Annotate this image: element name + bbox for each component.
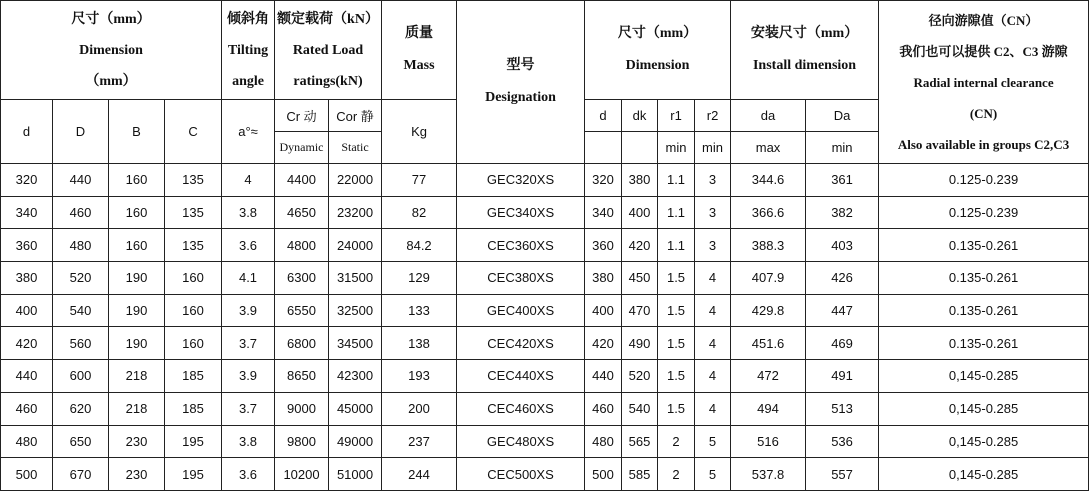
table-row — [1, 164, 1089, 197]
col-dk: dk — [622, 100, 658, 132]
tilt-cn: 倾斜角 — [227, 11, 270, 27]
cell-d2: 460 — [585, 392, 622, 425]
cell-cr: 10200 — [275, 458, 329, 491]
cell-angle: 4.1 — [222, 262, 275, 295]
cell-cor: 42300 — [329, 360, 382, 393]
cell-d2: 500 — [585, 458, 622, 491]
table-row — [1, 262, 1089, 295]
clear-en3: Also available in groups C2,C3 — [897, 136, 1070, 152]
cell-da: 494 — [731, 392, 806, 425]
cell-r1: 2 — [658, 458, 695, 491]
cell-r1: 1.1 — [658, 229, 695, 262]
table-row — [1, 229, 1089, 262]
cell-dk: 520 — [622, 360, 658, 393]
cell-r2: 4 — [695, 392, 731, 425]
cell-Da: 403 — [806, 229, 879, 262]
cell-B: 230 — [109, 425, 165, 458]
cell-clearance: 0.135-0.261 — [879, 229, 1089, 262]
cell-mass: 82 — [382, 196, 457, 229]
cell-angle: 3.8 — [222, 196, 275, 229]
cell-C: 160 — [165, 327, 222, 360]
load-en2: ratings(kN) — [293, 73, 363, 89]
cell-r1: 1.1 — [658, 164, 695, 197]
col-D: D — [53, 100, 109, 164]
cell-r1: 1.1 — [658, 196, 695, 229]
cell-C: 160 — [165, 294, 222, 327]
cell-D: 540 — [53, 294, 109, 327]
col-r1-min: min — [658, 132, 695, 164]
cell-C: 135 — [165, 196, 222, 229]
cell-clearance: 0.125-0.239 — [879, 196, 1089, 229]
cell-D: 440 — [53, 164, 109, 197]
cell-d2: 340 — [585, 196, 622, 229]
cell-clearance: 0,145-0.285 — [879, 458, 1089, 491]
cell-cr: 8650 — [275, 360, 329, 393]
cell-mass: 200 — [382, 392, 457, 425]
cell-mass: 77 — [382, 164, 457, 197]
load-cn: 额定载荷（kN） — [277, 11, 379, 27]
cell-designation: GEC480XS — [457, 425, 585, 458]
table-row — [1, 196, 1089, 229]
cell-Da: 513 — [806, 392, 879, 425]
cell-D: 480 — [53, 229, 109, 262]
cell-D: 650 — [53, 425, 109, 458]
table-row — [1, 294, 1089, 327]
cell-angle: 3.6 — [222, 229, 275, 262]
cell-d: 380 — [1, 262, 53, 295]
cell-cor: 23200 — [329, 196, 382, 229]
cell-clearance: 0.135-0.261 — [879, 294, 1089, 327]
cell-dk: 400 — [622, 196, 658, 229]
table-row — [1, 458, 1089, 491]
dimension-header — [1, 1, 222, 100]
col-da: da — [731, 100, 806, 132]
dimension-unit: （mm） — [85, 73, 137, 89]
cell-clearance: 0,145-0.285 — [879, 360, 1089, 393]
cell-D: 520 — [53, 262, 109, 295]
cell-cr: 9000 — [275, 392, 329, 425]
cell-r1: 1.5 — [658, 262, 695, 295]
cell-designation: GEC320XS — [457, 164, 585, 197]
col-cor: Cor 静 — [329, 100, 382, 132]
cell-D: 560 — [53, 327, 109, 360]
cell-C: 135 — [165, 164, 222, 197]
cell-dk: 470 — [622, 294, 658, 327]
tilt-en2: angle — [232, 73, 264, 89]
cell-clearance: 0.135-0.261 — [879, 262, 1089, 295]
col-dk-blank — [622, 132, 658, 164]
clear-cn2: 我们也可以提供 C2、C3 游隙 — [899, 43, 1068, 59]
cell-D: 460 — [53, 196, 109, 229]
cell-r2: 3 — [695, 229, 731, 262]
mass-header — [382, 1, 457, 100]
cell-da: 472 — [731, 360, 806, 393]
cell-da: 366.6 — [731, 196, 806, 229]
col-dynamic: Dynamic — [275, 132, 329, 164]
cell-dk: 585 — [622, 458, 658, 491]
cell-d: 440 — [1, 360, 53, 393]
install-cn: 安装尺寸（mm） — [750, 26, 859, 41]
install-header — [731, 1, 879, 100]
dim2-header — [585, 1, 731, 100]
clear-cn1: 径向游隙值（CN） — [928, 12, 1039, 28]
col-B: B — [109, 100, 165, 164]
cell-C: 195 — [165, 458, 222, 491]
cell-d: 460 — [1, 392, 53, 425]
cell-cr: 4800 — [275, 229, 329, 262]
col-r2-min: min — [695, 132, 731, 164]
cell-d2: 400 — [585, 294, 622, 327]
cell-Da: 426 — [806, 262, 879, 295]
cell-clearance: 0.125-0.239 — [879, 164, 1089, 197]
cell-da: 429.8 — [731, 294, 806, 327]
designation-cn: 型号 — [506, 58, 535, 73]
cell-cr: 4650 — [275, 196, 329, 229]
clear-en2: (CN) — [969, 105, 998, 121]
col-r2: r2 — [695, 100, 731, 132]
table-body — [1, 164, 1089, 491]
cell-designation: CEC360XS — [457, 229, 585, 262]
col-C: C — [165, 100, 222, 164]
col-Da-min: min — [806, 132, 879, 164]
cell-designation: CEC460XS — [457, 392, 585, 425]
cell-dk: 540 — [622, 392, 658, 425]
mass-en: Mass — [403, 58, 435, 73]
cell-Da: 557 — [806, 458, 879, 491]
cell-designation: CEC440XS — [457, 360, 585, 393]
cell-mass: 84.2 — [382, 229, 457, 262]
tilt-header — [222, 1, 275, 100]
cell-angle: 4 — [222, 164, 275, 197]
table-row — [1, 392, 1089, 425]
col-angle: a°≈ — [222, 100, 275, 164]
cell-B: 218 — [109, 360, 165, 393]
cell-d: 500 — [1, 458, 53, 491]
cell-cor: 34500 — [329, 327, 382, 360]
cell-designation: CEC500XS — [457, 458, 585, 491]
cell-C: 185 — [165, 392, 222, 425]
cell-da: 407.9 — [731, 262, 806, 295]
cell-angle: 3.9 — [222, 294, 275, 327]
cell-angle: 3.7 — [222, 327, 275, 360]
cell-Da: 536 — [806, 425, 879, 458]
cell-cor: 45000 — [329, 392, 382, 425]
cell-r1: 1.5 — [658, 327, 695, 360]
cell-r2: 4 — [695, 327, 731, 360]
cell-designation: CEC380XS — [457, 262, 585, 295]
clearance-header — [879, 1, 1089, 164]
cell-r1: 1.5 — [658, 392, 695, 425]
cell-d2: 480 — [585, 425, 622, 458]
cell-angle: 3.7 — [222, 392, 275, 425]
table-row — [1, 425, 1089, 458]
cell-designation: GEC340XS — [457, 196, 585, 229]
load-en1: Rated Load — [292, 42, 364, 58]
cell-Da: 469 — [806, 327, 879, 360]
cell-cor: 51000 — [329, 458, 382, 491]
cell-cr: 4400 — [275, 164, 329, 197]
dimension-cn: 尺寸（mm） — [71, 11, 151, 27]
cell-clearance: 0,145-0.285 — [879, 392, 1089, 425]
cell-cor: 22000 — [329, 164, 382, 197]
cell-mass: 129 — [382, 262, 457, 295]
install-en: Install dimension — [752, 58, 857, 73]
cell-r2: 4 — [695, 360, 731, 393]
cell-mass: 193 — [382, 360, 457, 393]
cell-designation: CEC420XS — [457, 327, 585, 360]
cell-dk: 490 — [622, 327, 658, 360]
cell-Da: 361 — [806, 164, 879, 197]
cell-d: 320 — [1, 164, 53, 197]
cell-mass: 237 — [382, 425, 457, 458]
cell-D: 670 — [53, 458, 109, 491]
cell-r1: 1.5 — [658, 360, 695, 393]
cell-angle: 3.9 — [222, 360, 275, 393]
cell-d2: 320 — [585, 164, 622, 197]
cell-d2: 380 — [585, 262, 622, 295]
cell-d: 480 — [1, 425, 53, 458]
cell-r2: 3 — [695, 164, 731, 197]
col-da-max: max — [731, 132, 806, 164]
cell-d2: 360 — [585, 229, 622, 262]
cell-r2: 5 — [695, 458, 731, 491]
load-header — [275, 1, 382, 100]
dim2-cn: 尺寸（mm） — [617, 26, 698, 41]
cell-B: 160 — [109, 196, 165, 229]
cell-designation: GEC400XS — [457, 294, 585, 327]
cell-d: 340 — [1, 196, 53, 229]
cell-mass: 244 — [382, 458, 457, 491]
col-d2: d — [585, 100, 622, 132]
cell-B: 190 — [109, 327, 165, 360]
col-d2-blank — [585, 132, 622, 164]
cell-Da: 382 — [806, 196, 879, 229]
cell-C: 185 — [165, 360, 222, 393]
col-kg: Kg — [382, 100, 457, 164]
dim2-en: Dimension — [625, 58, 690, 73]
cell-angle: 3.6 — [222, 458, 275, 491]
col-cr: Cr 动 — [275, 100, 329, 132]
cell-cr: 9800 — [275, 425, 329, 458]
cell-B: 190 — [109, 262, 165, 295]
cell-da: 451.6 — [731, 327, 806, 360]
table-row — [1, 360, 1089, 393]
cell-cr: 6550 — [275, 294, 329, 327]
cell-da: 388.3 — [731, 229, 806, 262]
designation-header — [457, 1, 585, 164]
cell-dk: 420 — [622, 229, 658, 262]
cell-cor: 24000 — [329, 229, 382, 262]
col-r1: r1 — [658, 100, 695, 132]
cell-d: 360 — [1, 229, 53, 262]
cell-r2: 4 — [695, 262, 731, 295]
cell-d2: 440 — [585, 360, 622, 393]
cell-d: 420 — [1, 327, 53, 360]
cell-C: 160 — [165, 262, 222, 295]
cell-mass: 138 — [382, 327, 457, 360]
cell-B: 230 — [109, 458, 165, 491]
cell-r1: 2 — [658, 425, 695, 458]
cell-dk: 450 — [622, 262, 658, 295]
cell-r2: 5 — [695, 425, 731, 458]
cell-cr: 6800 — [275, 327, 329, 360]
cell-B: 160 — [109, 229, 165, 262]
cell-C: 195 — [165, 425, 222, 458]
cell-angle: 3.8 — [222, 425, 275, 458]
cell-mass: 133 — [382, 294, 457, 327]
table-row — [1, 327, 1089, 360]
cell-da: 516 — [731, 425, 806, 458]
col-static: Static — [329, 132, 382, 164]
cell-clearance: 0.135-0.261 — [879, 327, 1089, 360]
col-Da: Da — [806, 100, 879, 132]
cell-cor: 49000 — [329, 425, 382, 458]
cell-da: 344.6 — [731, 164, 806, 197]
cell-da: 537.8 — [731, 458, 806, 491]
cell-B: 160 — [109, 164, 165, 197]
col-d: d — [1, 100, 53, 164]
cell-D: 620 — [53, 392, 109, 425]
cell-Da: 491 — [806, 360, 879, 393]
cell-d2: 420 — [585, 327, 622, 360]
cell-r1: 1.5 — [658, 294, 695, 327]
clear-en1: Radial internal clearance — [913, 74, 1054, 90]
cell-B: 190 — [109, 294, 165, 327]
cell-dk: 565 — [622, 425, 658, 458]
cell-D: 600 — [53, 360, 109, 393]
cell-Da: 447 — [806, 294, 879, 327]
cell-B: 218 — [109, 392, 165, 425]
cell-clearance: 0,145-0.285 — [879, 425, 1089, 458]
cell-cor: 32500 — [329, 294, 382, 327]
cell-r2: 3 — [695, 196, 731, 229]
cell-dk: 380 — [622, 164, 658, 197]
cell-cor: 31500 — [329, 262, 382, 295]
cell-d: 400 — [1, 294, 53, 327]
designation-en: Designation — [485, 90, 556, 105]
cell-r2: 4 — [695, 294, 731, 327]
cell-cr: 6300 — [275, 262, 329, 295]
mass-cn: 质量 — [405, 26, 434, 41]
tilt-en1: Tilting — [227, 42, 269, 58]
dimension-en: Dimension — [79, 42, 143, 58]
cell-C: 135 — [165, 229, 222, 262]
